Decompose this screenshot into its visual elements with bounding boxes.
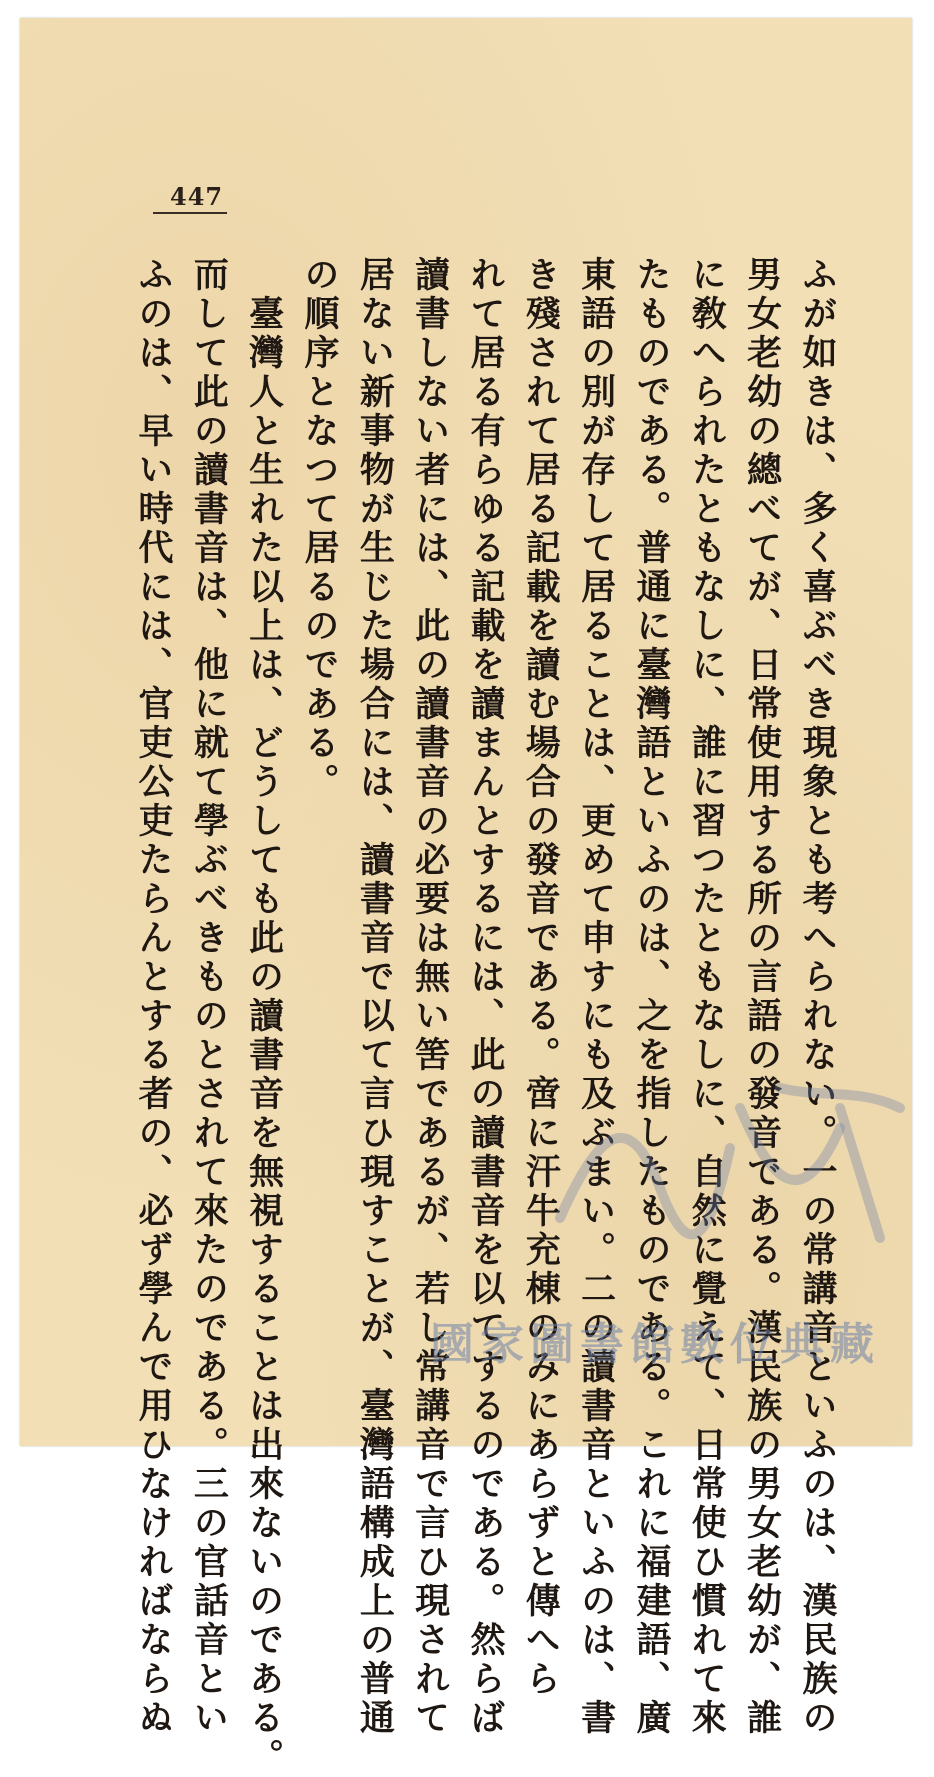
text-column-8: 讀書しない者には、此の讀書音の必要は無い筈であるが、若し常講音で言ひ現されて (409, 256, 451, 1738)
text-column-7: れて居る有らゆる記載を讀まんとするには、此の讀書音を以てするのである。然らば (464, 256, 506, 1738)
text-column-3: に敎へられたともなしに、誰に習つたともなしに、自然に覺えて、日常使ひ慣れて來 (686, 256, 728, 1738)
text-column-9: 居ない新事物が生じた場合には、讀書音で以て言ひ現すことが、臺灣語構成上の普通 (354, 256, 396, 1738)
text-column-1: ふが如きは、多く喜ぶべき現象とも考へられない。一の常講音といふのは、漢民族の (796, 256, 838, 1738)
digital-archive-watermark: 國家圖書館數位典藏 (430, 1319, 880, 1370)
text-column-4: たものである。普通に臺灣語といふのは、之を指したものである。これに福建語、廣 (630, 256, 672, 1738)
book-page (20, 18, 912, 1777)
text-column-2: 男女老幼の總べてが、日常使用する所の言語の發音である。漢民族の男女老幼が、誰 (741, 256, 783, 1738)
page-number-rule (153, 212, 227, 214)
page-number: 447 (170, 182, 224, 211)
text-column-10: の順序となつて居るのである。 (298, 256, 340, 802)
text-column-13: ふのは、早い時代には、官吏公吏たらんとする者の、必ず學んで用ひなければならぬ (133, 256, 174, 1738)
text-column-12: 而して此の讀書音は、他に就て學ぶべきものとされて來たのである。三の官話音とい (188, 256, 230, 1738)
text-column-5: 東語の別が存して居ることは、更めて申すにも及ぶまい。二の讀書音といふのは、書 (575, 256, 617, 1738)
text-column-11: 臺灣人と生れた以上は、どうしても此の讀書音を無視することは出來ないのである。 (243, 256, 285, 1777)
library-seal-watermark (540, 1068, 910, 1258)
text-column-6: き殘されて居る記載を讀む場合の發音である。啻に汗牛充棟のみにあらずと傳へら (520, 256, 562, 1699)
